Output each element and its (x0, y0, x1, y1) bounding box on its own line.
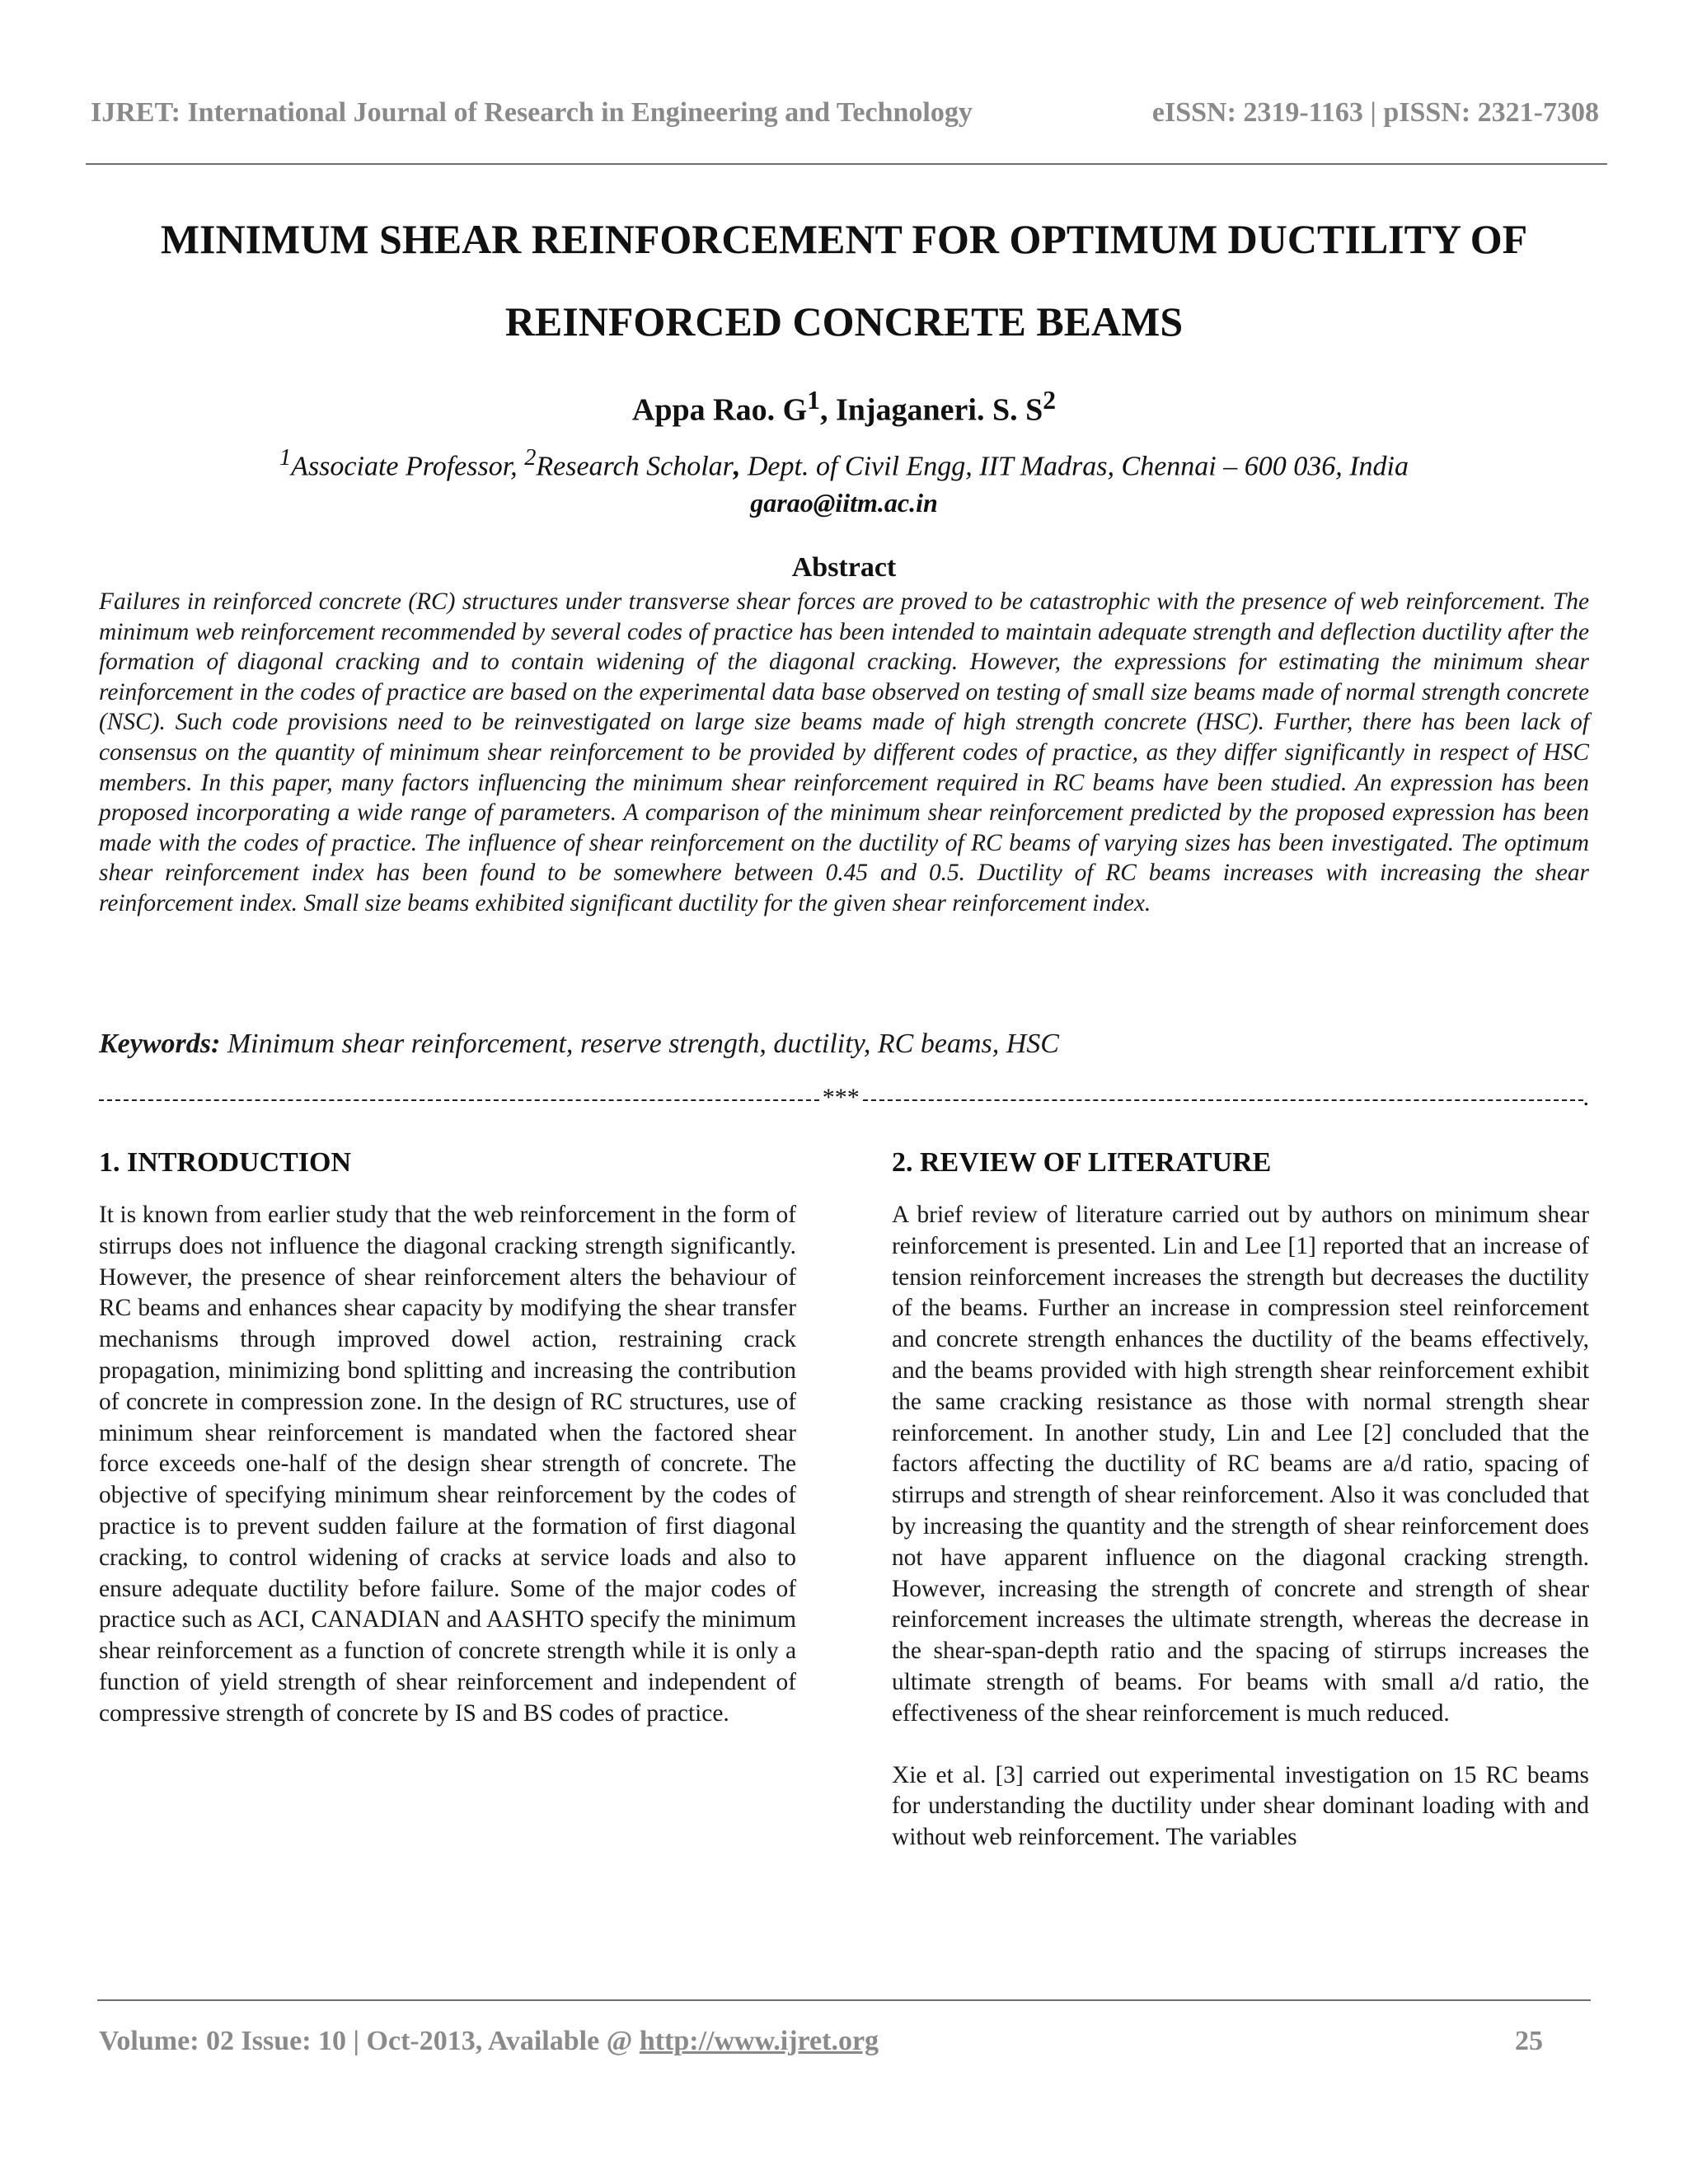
affiliation-line (0, 445, 1688, 482)
review-paragraph-2: Xie et al. [3] carried out experimental investigation on 15 RC beams for understanding the ductility under shear dominant loading with and without web reinforcement. The variables (892, 1761, 1589, 1851)
journal-name: IJRET: International Journal of Research in Engineering and Technology (91, 97, 973, 128)
introduction-heading: 1. INTRODUCTION (99, 1147, 352, 1178)
footer-volume-text: Volume: 02 Issue: 10 | Oct-2013, Available @ (99, 2026, 640, 2056)
running-header (91, 97, 1599, 129)
separator-dashes-right (863, 1099, 1583, 1101)
footer-volume-info (99, 2026, 879, 2057)
affil-role-2: Research Scholar (536, 451, 734, 482)
keywords-label: Keywords: (99, 1029, 221, 1059)
abstract-text: Failures in reinforced concrete (RC) structures under transverse shear forces are proved to be catastrophic with the presence of web reinforcement. The minimum web reinforcement recommended by several codes of practice has been intended to maintain adequate strength and deflection ductility after the formation of diagonal cracking and to contain widening of the diagonal cracking. However, the expressions for estimating the minimum shear reinforcement in the codes of practice are based on the experimental data base observed on testing of small size beams made of normal strength concrete (NSC). Such code provisions need to be reinvestigated on large size beams made of high strength concrete (HSC). Further, there has been lack of consensus on the quantity of minimum shear reinforcement to be provided by different codes of practice, as they differ significantly in respect of HSC members. In this paper, many factors influencing the minimum shear reinforcement required in RC beams have been studied. An expression has been proposed incorporating a wide range of parameters. A comparison of the minimum shear reinforcement predicted by the proposed expression has been made with the codes of practice. The influence of shear reinforcement on the ductility of RC beams of varying sizes has been investigated. The optimum shear reinforcement index has been found to be somewhere between 0.45 and 0.5. Ductility of RC beams increases with increasing the shear reinforcement index. Small size beams exhibited significant ductility for the given shear reinforcement index. (99, 588, 1589, 916)
keywords-text: Minimum shear reinforcement, reserve strength, ductility, RC beams, HSC (220, 1029, 1059, 1059)
author-email[interactable]: garao@iitm.ac.in (750, 488, 938, 518)
author-1: Appa Rao. G (631, 392, 808, 428)
header-rule (86, 163, 1607, 165)
review-paragraph-1: A brief review of literature carried out by authors on minimum shear reinforcement is presented. Lin and Lee [1] reported that an increase of tension reinforcement increases the strength but decreases the ductility of the beams. Further an increase in compression steel reinforcement and concrete strength enhances the ductility of the beams effectively, and the beams provided with high strength shear reinforcement exhibit the same cracking resistance as those with normal strength shear reinforcement. In another study, Lin and Lee [2] concluded that the factors affecting the ductility of RC beams are a/d ratio, spacing of stirrups and strength of shear reinforcement. Also it was concluded that by increasing the quantity and the strength of shear reinforcement does not have apparent influence on the diagonal cracking strength. However, increasing the strength of concrete and strength of shear reinforcement increases the ultimate strength, whereas the decrease in the shear-span-depth ratio and the spacing of stirrups increases the ultimate strength of beams. For beams with small a/d ratio, the effectiveness of the shear reinforcement is much reduced. (892, 1202, 1589, 1727)
review-heading: 2. REVIEW OF LITERATURE (892, 1147, 1272, 1178)
introduction-paragraph: It is known from earlier study that the web reinforcement in the form of stirrups does not influence the diagonal cracking strength significantly. However, the presence of shear reinforcement alters the behaviour of RC beams and enhances shear capacity by modifying the shear transfer mechanisms through improved dowel action, restraining crack propagation, minimizing bond splitting and increasing the contribution of concrete in compression zone. In the design of RC structures, use of minimum shear reinforcement is mandated when the factored shear force exceeds one-half of the design shear strength of concrete. The objective of specifying minimum shear reinforcement by the codes of practice is to prevent sudden failure at the formation of first diagonal cracking, to control widening of cracks at service loads and also to ensure adequate ductility before failure. Some of the major codes of practice such as ACI, CANADIAN and AASHTO specify the minimum shear reinforcement as a function of concrete strength while it is only a function of yield strength of shear reinforcement and independent of compressive strength of concrete by IS and BS codes of practice. (99, 1202, 796, 1727)
footer-rule (97, 1999, 1591, 2001)
page-number: 25 (1515, 2026, 1543, 2056)
issn-numbers: eISSN: 2319-1163 | pISSN: 2321-7308 (1151, 97, 1599, 128)
author-line (0, 386, 1688, 429)
keywords-line (99, 1029, 1589, 1060)
author-separator: , (819, 392, 836, 428)
left-column (99, 1147, 796, 1730)
running-footer (99, 2026, 1543, 2057)
affil-marker-1: 1 (279, 445, 292, 471)
section-separator (99, 1081, 1589, 1114)
separator-dashes-left (99, 1099, 819, 1101)
separator-end: . (1582, 1084, 1589, 1111)
author-1-affil-marker: 1 (807, 386, 820, 415)
right-column (892, 1147, 1589, 1854)
journal-website-link[interactable]: http://www.ijret.org (639, 2026, 879, 2056)
paper-title: MINIMUM SHEAR REINFORCEMENT FOR OPTIMUM DUCTILITY OF REINFORCED CONCRETE BEAMS (160, 216, 1528, 344)
separator-stars: *** (822, 1084, 860, 1111)
author-2-affil-marker: 2 (1043, 386, 1057, 415)
affil-comma: , (733, 451, 741, 482)
affil-marker-2: 2 (524, 445, 537, 471)
author-2: Injaganeri. S. S (835, 392, 1043, 428)
affil-department: Dept. of Civil Engg, IIT Madras, Chennai – 600 036, India (740, 451, 1409, 482)
affil-role-1: Associate Professor, (291, 451, 525, 482)
abstract-heading: Abstract (791, 552, 897, 583)
